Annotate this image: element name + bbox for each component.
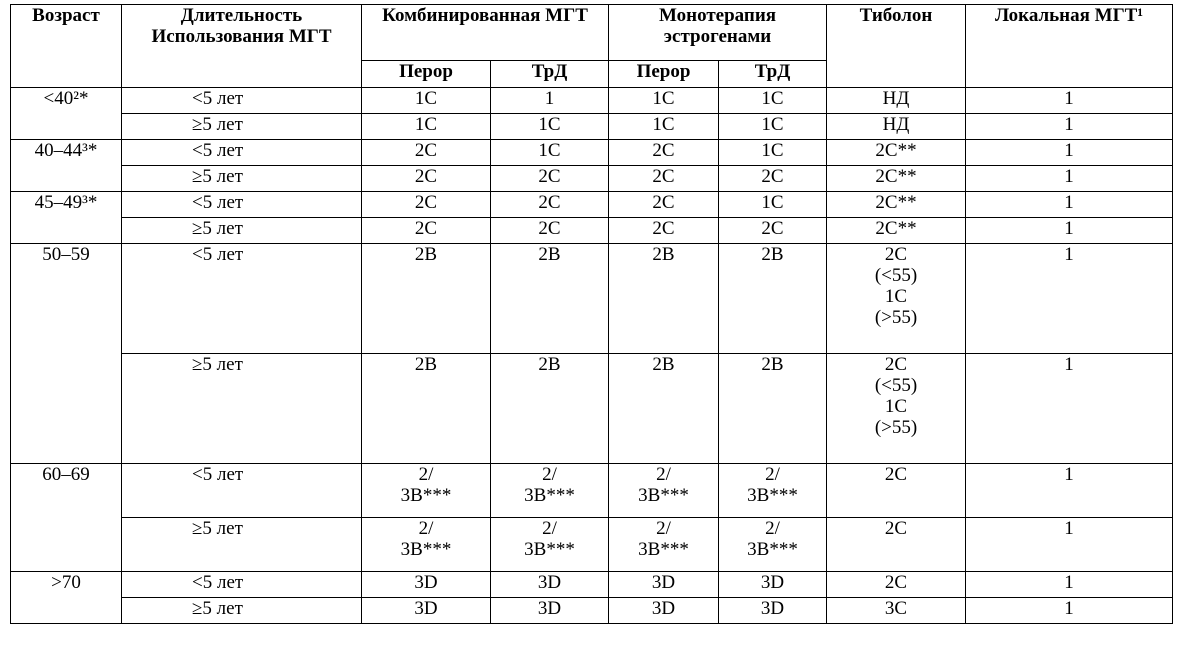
value-cell: 1C xyxy=(719,140,827,166)
value-cell: 1 xyxy=(966,192,1173,218)
header-combined: Комбинированная МГТ xyxy=(362,5,609,61)
value-cell: 2C xyxy=(609,192,719,218)
value-cell: 1 xyxy=(966,114,1173,140)
value-cell: 2B xyxy=(362,354,491,464)
value-cell: 1 xyxy=(491,88,609,114)
value-cell: 2C xyxy=(827,572,966,598)
value-cell: 1 xyxy=(966,166,1173,192)
subheader-trd-combined: ТрД xyxy=(491,61,609,88)
value-cell: 1 xyxy=(966,354,1173,464)
header-mono: Монотерапия эстрогенами xyxy=(609,5,827,61)
value-cell: 2C xyxy=(491,166,609,192)
duration-cell: <5 лет xyxy=(122,140,362,166)
value-cell: 1C xyxy=(491,114,609,140)
value-cell: 2C** xyxy=(827,166,966,192)
value-cell: 2C xyxy=(362,140,491,166)
duration-cell: <5 лет xyxy=(122,244,362,354)
header-age: Возраст xyxy=(11,5,122,88)
subheader-oral-mono: Перор xyxy=(609,61,719,88)
value-cell: 3D xyxy=(362,598,491,624)
value-cell: 3D xyxy=(719,598,827,624)
value-cell: 1C xyxy=(719,114,827,140)
value-cell: 2/ 3B*** xyxy=(609,464,719,518)
value-cell: 2B xyxy=(362,244,491,354)
age-cell: <40²* xyxy=(11,88,122,140)
header-local: Локальная МГТ¹ xyxy=(966,5,1173,88)
cut-off-text-line xyxy=(32,656,1152,665)
value-cell: 2B xyxy=(719,244,827,354)
value-cell: 1 xyxy=(966,88,1173,114)
value-cell: 3D xyxy=(719,572,827,598)
value-cell: 2/ 3B*** xyxy=(491,464,609,518)
value-cell: 2C (<55) 1C (>55) xyxy=(827,244,966,354)
value-cell: 2/ 3B*** xyxy=(609,518,719,572)
header-tibolone: Тиболон xyxy=(827,5,966,88)
value-cell: 1C xyxy=(719,88,827,114)
table-row xyxy=(11,518,1173,572)
table-row xyxy=(11,218,1173,244)
table-row xyxy=(11,572,1173,598)
value-cell: 2C xyxy=(491,218,609,244)
value-cell: 2C** xyxy=(827,140,966,166)
table-row xyxy=(11,114,1173,140)
value-cell: 1 xyxy=(966,464,1173,518)
value-cell: 2C** xyxy=(827,192,966,218)
table-row xyxy=(11,354,1173,464)
subheader-oral-combined: Перор xyxy=(362,61,491,88)
value-cell: 2/ 3B*** xyxy=(362,464,491,518)
value-cell: 2/ 3B*** xyxy=(362,518,491,572)
age-cell: 50–59 xyxy=(11,244,122,464)
hrt-recommendation-table xyxy=(10,4,1173,624)
value-cell: 2B xyxy=(491,354,609,464)
value-cell: 1C xyxy=(609,114,719,140)
value-cell: 1C xyxy=(491,140,609,166)
value-cell: 2C xyxy=(609,218,719,244)
value-cell: 2C xyxy=(719,166,827,192)
value-cell: 3D xyxy=(491,598,609,624)
value-cell: 2C (<55) 1C (>55) xyxy=(827,354,966,464)
value-cell: 2C xyxy=(362,192,491,218)
duration-cell: ≥5 лет xyxy=(122,598,362,624)
value-cell: 2C xyxy=(827,518,966,572)
age-cell: >70 xyxy=(11,572,122,624)
value-cell: 3D xyxy=(609,572,719,598)
value-cell: 2C xyxy=(362,218,491,244)
value-cell: 2C xyxy=(609,166,719,192)
duration-cell: ≥5 лет xyxy=(122,114,362,140)
value-cell: 3D xyxy=(609,598,719,624)
table-row xyxy=(11,166,1173,192)
value-cell: 2B xyxy=(491,244,609,354)
value-cell: 1 xyxy=(966,218,1173,244)
header-duration: Длительность Использования МГТ xyxy=(122,5,362,88)
duration-cell: ≥5 лет xyxy=(122,518,362,572)
value-cell: 1C xyxy=(362,114,491,140)
value-cell: 1C xyxy=(609,88,719,114)
value-cell: 2C** xyxy=(827,218,966,244)
subheader-trd-mono: ТрД xyxy=(719,61,827,88)
table-row xyxy=(11,192,1173,218)
table-row xyxy=(11,464,1173,518)
value-cell: 1C xyxy=(362,88,491,114)
value-cell: 1 xyxy=(966,244,1173,354)
age-cell: 45–49³* xyxy=(11,192,122,244)
table-row xyxy=(11,244,1173,354)
value-cell: 2C xyxy=(827,464,966,518)
value-cell: 2/ 3B*** xyxy=(719,464,827,518)
value-cell: 3C xyxy=(827,598,966,624)
value-cell: 1 xyxy=(966,518,1173,572)
age-cell: 60–69 xyxy=(11,464,122,572)
value-cell: 2B xyxy=(609,354,719,464)
value-cell: 1 xyxy=(966,140,1173,166)
value-cell: 2/ 3B*** xyxy=(491,518,609,572)
table-row xyxy=(11,88,1173,114)
duration-cell: ≥5 лет xyxy=(122,354,362,464)
table-body xyxy=(11,88,1173,624)
value-cell: 1 xyxy=(966,572,1173,598)
duration-cell: <5 лет xyxy=(122,192,362,218)
value-cell: 2C xyxy=(362,166,491,192)
duration-cell: <5 лет xyxy=(122,88,362,114)
value-cell: НД xyxy=(827,88,966,114)
age-cell: 40–44³* xyxy=(11,140,122,192)
value-cell: 2C xyxy=(491,192,609,218)
duration-cell: ≥5 лет xyxy=(122,166,362,192)
value-cell: 3D xyxy=(362,572,491,598)
value-cell: 1 xyxy=(966,598,1173,624)
value-cell: 3D xyxy=(491,572,609,598)
duration-cell: <5 лет xyxy=(122,572,362,598)
value-cell: 2C xyxy=(609,140,719,166)
value-cell: 2B xyxy=(609,244,719,354)
value-cell: 2B xyxy=(719,354,827,464)
duration-cell: <5 лет xyxy=(122,464,362,518)
table-row xyxy=(11,140,1173,166)
table-row xyxy=(11,598,1173,624)
value-cell: 1C xyxy=(719,192,827,218)
value-cell: 2C xyxy=(719,218,827,244)
value-cell: НД xyxy=(827,114,966,140)
duration-cell: ≥5 лет xyxy=(122,218,362,244)
value-cell: 2/ 3B*** xyxy=(719,518,827,572)
